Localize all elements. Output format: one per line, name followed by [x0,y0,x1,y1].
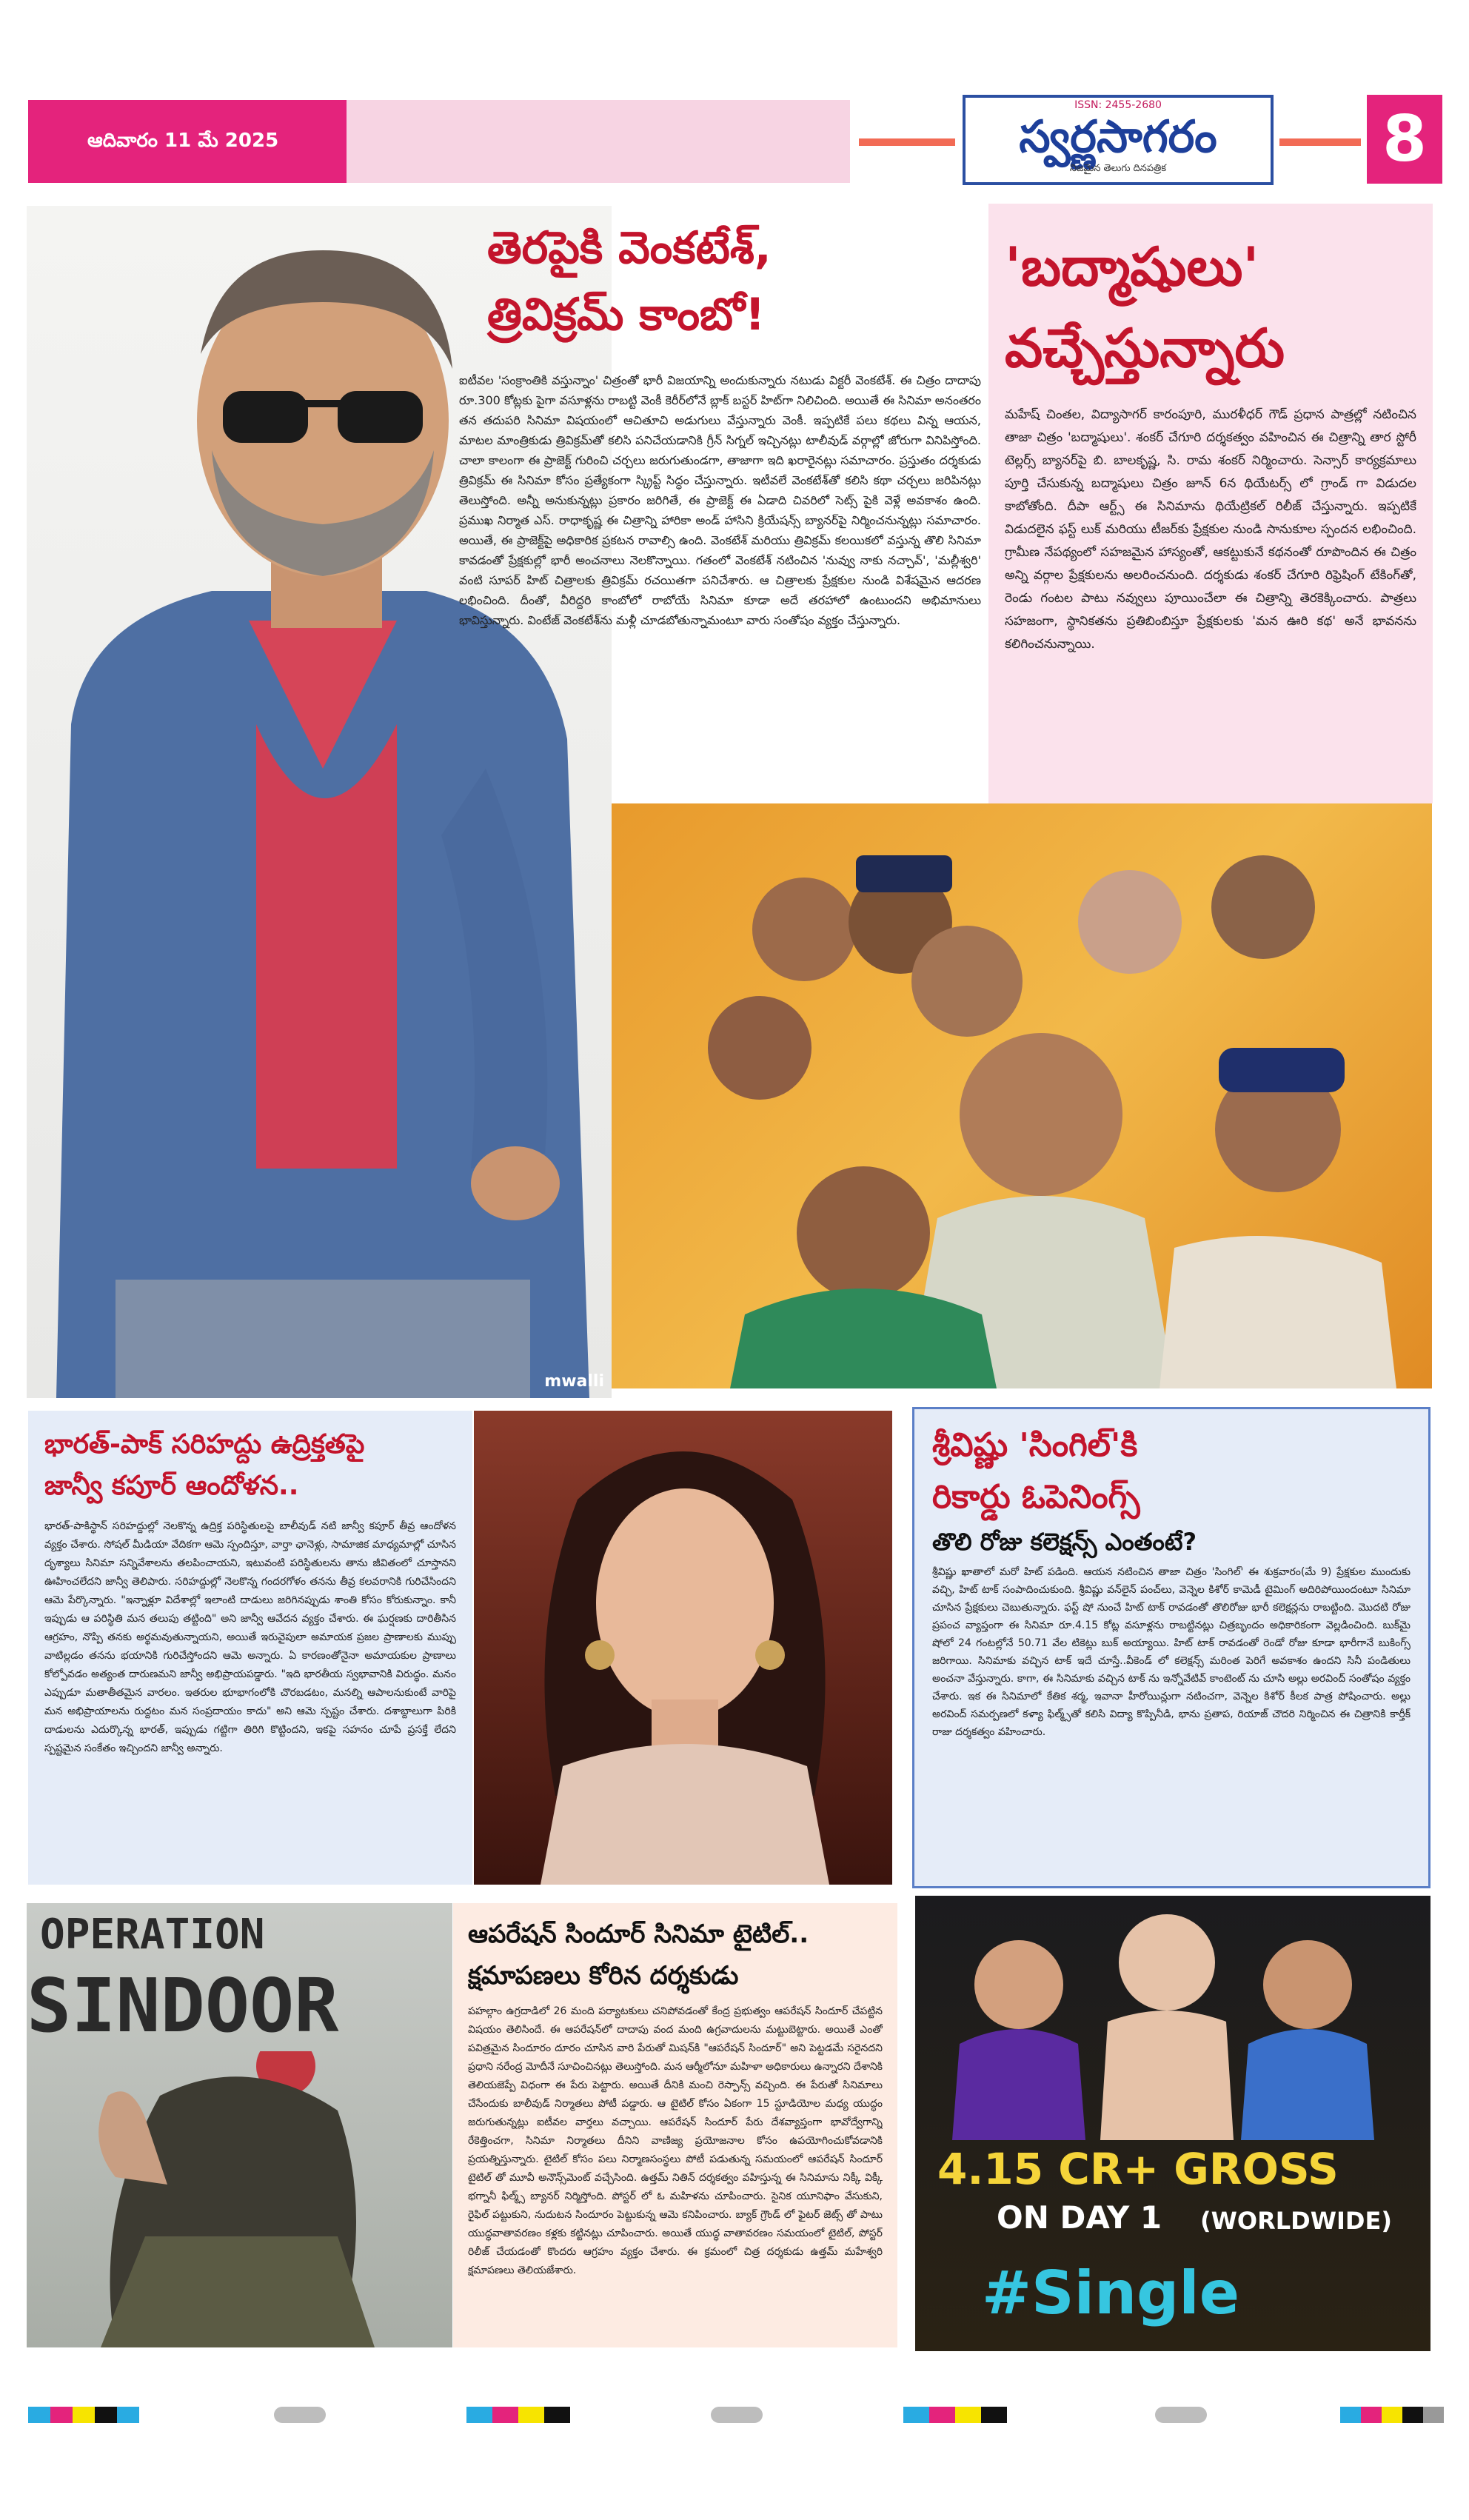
registration-pill-3 [1155,2407,1207,2423]
single-movie-poster [915,1896,1430,2351]
photo-credit: mwalli [544,1372,604,1391]
article3-headline-line2: జాన్వీ కపూర్ ఆందోళన.. [44,1471,299,1501]
article4-subheadline: తొలి రోజు కలెక్షన్స్ ఎంతంటే? [932,1528,1197,1556]
article3-headline-line1: భారత్-పాక్ సరిహద్దు ఉద్రిక్తతపై [44,1429,365,1460]
article5-box [453,1903,897,2347]
article5-body: పహల్గాం ఉగ్రదాడిలో 26 మంది పర్యాటకులు చనిపోవడంతో కేంద్ర ప్రభుత్వం ఆపరేషన్ సిందూర్ చేపట్టిన విషయం తెలిసిందే. ఈ ఆపరేషన్‌లో దాదాపు వంద మంది ఉగ్రవాదులను మట్టుబెట్టారు. అయితే ఎంతో పవిత్రమైన సిందూరం దూరం చూసిన వారి పేరుతో మిషన్‌కి "ఆపరేషన్ సిందూర్" అని పెట్టడమే సరైనదని ప్రధాని నరేంద్ర మోదీనే సూచించినట్లు తెలుస్తోంది. మన ఆర్మీలోనూ మహిళా అధికారులు ఉన్నారని దేశానికి తెలియజెప్పే విధంగా ఈ పేరు పెట్టారు. అయితే దీనికి మంచి రెస్పాన్స్ వచ్చింది. ఈ పేరుతో సినిమాలు చేసేందుకు బాలీవుడ్ నిర్మాతలు పోటీ పడ్డారు. ఆ టైటిల్ కోసం ఏకంగా 15 స్టూడియోల మధ్య యుద్ధం జరుగుతున్నట్లు ఐటీవల వార్తలు వచ్చాయి. ఆపరేషన్ సిందూర్ పేరు దేశవ్యాప్తంగా భావోద్వేగాన్ని రేకెత్తించగా, సినిమా నిర్మాతలు దీనిని వాణిజ్య ప్రయోజనాల కోసం ఉపయోగించుకోవడానికి ప్రయత్నిస్తున్నారు. టైటిల్ కోసం పలు నిర్మాణసంస్థలు పోటీ పడుతున్న సమయంలో ఆపరేషన్ సిందూర్ టైటిల్ తో మూవీ అనౌన్స్‌మెంట్ వచ్చేసింది. ఉత్తమ్ నితిన్ దర్శకత్వం వహిస్తున్న ఈ సినిమాను నిక్కీ విక్కీ భగ్నానీ ఫిల్మ్స్ బ్యానర్ నిర్మిస్తోంది. పోస్టర్ లో ఓ మహిళను చూపించారు. సైనిక యూనిఫాం వేసుకుని, రైఫిల్ పట్టుకుని, నుదుటన సిందూరం పెట్టుకున్న ఆమె కనిపించారు. బ్యాక్ గ్రౌండ్ లో ఫైటర్ జెట్స్ తో పాటు యుద్ధవాతావరణం కళ్లకు కట్టినట్లు చూపించారు. అయితే యుద్ధ వాతావరణం సమయంలో టైటిల్, పోస్టర్ రిలీజ్ చేయడంతో కొందరు ఆగ్రహం వ్యక్తం చేశారు. ఈ క్రమంలో చిత్ర దర్శకుడు ఉత్తమ్ మహేశ్వరి క్షమాపణలు తెలియజేశారు. [468,2005,883,2276]
header-rule-right [1279,138,1361,146]
article4-headline-line1: శ్రీవిష్ణు 'సింగిల్'కి [932,1426,1138,1464]
janhvi-photo [474,1411,892,1885]
article1-headline-line1: తెరపైకి వెంకటేశ్, [487,222,772,274]
color-registration-center [466,2407,570,2423]
poster-day: ON DAY 1 [997,2199,1162,2236]
logo-issn: ISSN: 2455-2680 [1074,99,1162,111]
article4-box [912,1407,1430,1888]
issue-date: ఆదివారం 11 మే 2025 [87,130,279,152]
article1-headline-line2: త్రివిక్రమ్ కాంబో! [487,289,766,341]
logo-tagline: నిజమైన తెలుగు దినపత్రిక [1069,163,1167,174]
article1-body: ఐటీవల 'సంక్రాంతికి వస్తున్నాం' చిత్రంతో భారీ విజయాన్ని అందుకున్నారు నటుడు విక్టరీ వెంకటేశ్. ఈ చిత్రం దాదాపు రూ.300 కోట్లకు పైగా వసూళ్లను రాబట్టి వెంకీ కెరీర్‌లోనే బ్లాక్ బస్టర్ హిట్‌గా నిలిచింది. అయితే ఈ సినిమా అనంతరం తన తదుపరి సినిమా విషయంలో ఆచితూచి అడుగులు వేస్తున్నారు వెంకీ. ఇప్పటికే పలు కథలు విన్న ఆయన, మాటల మాంత్రికుడు త్రివిక్రమ్‌తో కలిసి పనిచేయడానికి గ్రీన్ సిగ్నల్ ఇచ్చినట్లు టాలీవుడ్ వర్గాల్లో జోరుగా వినిపిస్తోంది. చాలా కాలంగా ఈ ప్రాజెక్ట్ గురించి చర్చలు జరుగుతుండగా, తాజాగా ఇది ఖరారైనట్లు సమాచారం. ప్రస్తుతం దర్శకుడు త్రివిక్రమ్ ఈ సినిమా కోసం ప్రత్యేకంగా స్క్రిప్ట్ సిద్ధం చేస్తున్నారు. ఇటీవలే వెంకటేశ్‌తో కలిసి కథా చర్చలు జరిపినట్లు తెలుస్తోంది. అన్నీ అనుకున్నట్లు ప్రకారం జరిగితే, ఈ ప్రాజెక్ట్ ఈ ఏడాది చివరిలో సెట్స్ పైకి వెళ్లే అవకాశం ఉంది. ప్రముఖ నిర్మాత ఎస్. రాధాకృష్ణ ఈ చిత్రాన్ని హారికా అండ్ హాసిని క్రియేషన్స్ బ్యానర్‌పై నిర్మించనున్నట్లు సమాచారం. అయితే, ఈ ప్రాజెక్ట్‌పై అధికారిక ప్రకటన రావాల్సి ఉంది. వెంకటేశ్ మరియు త్రివిక్రమ్ కలయికలో వస్తున్న తొలి సినిమా కావడంతో ప్రేక్షకుల్లో భారీ అంచనాలు నెలకొన్నాయి. గతంలో వెంకటేశ్ నటించిన 'నువ్వు నాకు నచ్చావ్', 'మల్లీశ్వరి' వంటి సూపర్ హిట్ చిత్రాలకు త్రివిక్రమ్ రచయితగా పనిచేశారు. ఆ చిత్రాలకు ప్రేక్షకుల నుండి విశేషమైన ఆదరణ లభించింది. దీంతో, వీరిద్దరి కాంబోలో రాబోయే సినిమా కూడా అదే తరహాలో ఉంటుందని అభిమానులు భావిస్తున్నారు. వింటేజ్ వెంకటేశ్‌ను మళ్లీ చూడబోతున్నామంటూ వారు సంతోషం వ్యక్తం చేస్తున్నారు. [459,373,981,627]
operation-sindoor-poster [27,1903,452,2347]
date-bar-extension [347,100,850,183]
article2-headline-line1: 'బద్మాషులు' [1005,235,1259,298]
article4-headline-line2: రికార్డు ఓపెనింగ్స్ [932,1478,1140,1516]
poster-title: #Single [982,2259,1239,2327]
page-number: 8 [1367,95,1442,184]
article5-headline-line1: ఆపరేషన్ సిందూర్ సినిమా టైటిల్.. [468,1919,809,1949]
registration-pill-1 [274,2407,326,2423]
registration-pill-2 [711,2407,763,2423]
poster-title-line2: SINDOOR [27,1962,339,2049]
color-registration-far-right [1340,2407,1444,2423]
article2-headline-line2: వచ్చేస్తున్నారు [1005,317,1285,379]
article5-headline-line2: క్షమాపణలు కోరిన దర్శకుడు [468,1961,739,1991]
article3-box [28,1411,472,1885]
logo-text: స్వర్ణసాగరం [1019,111,1217,163]
article2-body: మహేష్ చింతల, విద్యాసాగర్ కారంపూరి, మురళీధర్ గౌడ్ ప్రధాన పాత్రల్లో నటించిన తాజా చిత్రం 'బద్మాషులు'. శంకర్ చేగూరి దర్శకత్వం వహించిన ఈ చిత్రాన్ని తార స్టోరీ టెల్లర్స్ బ్యానర్‌పై బి. బాలకృష్ణ, సి. రామ శంకర్ నిర్మించారు. సెన్సార్ కార్యక్రమాలు పూర్తి చేసుకున్న బద్మాషులు చిత్రం జూన్ 6న థియేటర్స్ లో గ్రాండ్ గా విడుదల కాబోతోంది. దీపా ఆర్ట్స్ ఈ సినిమాను థియేట్రికల్ రిలీజ్ చేస్తున్నారు. ఇప్పటికే విడుదలైన ఫస్ట్ లుక్ మరియు టీజర్‌కు ప్రేక్షకుల నుండి సానుకూల స్పందన లభించింది. గ్రామీణ నేపథ్యంలో సహజమైన హాస్యంతో, ఆకట్టుకునే కథనంతో రూపొందిన ఈ చిత్రం అన్ని వర్గాల ప్రేక్షకులను అలరించనుంది. దర్శకుడు శంకర్ చేగూరి రిఫ్రెషింగ్ టేకింగ్‌తో, రెండు గంటల పాటు నవ్వులు పూయించేలా ఈ చిత్రాన్ని తెరకెక్కించారు. పాత్రలు సహజంగా, స్థానికతను ప్రతిబింబిస్తూ ప్రేక్షకులకు 'మన ఊరి కథ' అనే భావనను కలిగించనున్నాయి. [1005,407,1416,652]
article3-body: భారత్-పాకిస్థాన్ సరిహద్దుల్లో నెలకొన్న ఉద్రిక్త పరిస్థితులపై బాలీవుడ్ నటి జాన్వీ కపూర్ తీవ్ర ఆందోళన వ్యక్తం చేశారు. సోషల్ మీడియా వేదికగా ఆమె స్పందిస్తూ, వార్తా ఛానెళ్లు, సామాజిక మాధ్యమాల్లో చూసిన దృశ్యాలు సినిమా సన్నివేశాలను తలపించాయని, ఇటువంటి పరిస్థితులను తాను జీవితంలో చూస్తానని ఊహించలేదని జాన్వీ తెలిపారు. సరిహద్దుల్లో నెలకొన్న గందరగోళం తనను తీవ్ర కలవరానికి గురిచేసిందని ఆమె పేర్కొన్నారు. "ఇన్నాళ్లూ విదేశాల్లో ఇలాంటి దాడులు జరిగినప్పుడు శాంతి కోసం కోరుకున్నాం. కానీ ఇప్పుడు ఆ పరిస్థితి మన తలుపు తట్టింది" అని జాన్వీ ఆవేదన వ్యక్తం చేశారు. ఈ ఘర్షణకు దారితీసిన ఆగ్రహం, నొప్పి తనకు అర్థమవుతున్నాయని, అయితే ఇరువైపులా అమాయక ప్రజల ప్రాణాలకు ముప్పు వాటిల్లడం తనను భయానికి గురిచేస్తోందని ఆమె అన్నారు. ఏ కారణంతోనైనా అమాయకుల ప్రాణాలు కోల్పోవడం అత్యంత దారుణమని జాన్వీ అభిప్రాయపడ్డారు. "ఇది భారతీయ స్వభావానికి విరుద్ధం. మనం ఎప్పుడూ మతాతీతమైన వారలం. ఇతరుల భూభాగంలోకి చొరబడటం, మనల్ని ఆపాలనుకుంటే వారిపై మన అభిప్రాయాలను రుద్దటం మన సంప్రదాయం కాదు" అని ఆమె స్పష్టం చేశారు. దశాబ్దాలుగా పిరికి దాడులను ఎదుర్కొన్న భారత్, ఇప్పుడు గట్టిగా తిరిగి కొట్టిందని, ఇకపై సహనం చూపే ప్రసక్తే లేదని స్పష్టమైన సంకేతం ఇచ్చిందని జాన్వీ అన్నారు. [44,1520,456,1754]
color-registration-right [903,2407,1007,2423]
article4-body: శ్రీవిష్ణు ఖాతాలో మరో హిట్ పడింది. ఆయన నటించిన తాజా చిత్రం 'సింగిల్' ఈ శుక్రవారం(మే 9) ప్రేక్షకుల ముందుకు వచ్చి, హిట్ టాక్ సంపాదించుకుంది. శ్రీవిష్ణు వన్‌లైన్ పంచ్‌లు, వెన్నెల కిశోర్ కామెడీ టైమింగ్ అదిరిపోయిందంటూ సినిమా చూసిన ప్రేక్షకులు చెబుతున్నారు. ఫస్ట్ షో నుంచే హిట్ టాక్ రావడంతో తొలిరోజు భారీ కలెక్షన్లను రాబట్టింది. మొదటి రోజు ప్రపంచ వ్యాప్తంగా ఈ సినిమా రూ.4.15 కోట్ల వసూళ్లను రాబట్టినట్లు చిత్రబృందం అధికారికంగా వెల్లడించింది. బుక్‌మై షోలో 24 గంటల్లోనే 50.71 వేల టికెట్లు బుక్ అయ్యాయి. హిట్ టాక్ రావడంతో రెండో రోజు కూడా భారీగానే బుకింగ్స్ జరిగాయి. సినిమాకు వచ్చిన టాక్ ఇదే చూస్తే..వీకెండ్ లో కలెక్షన్స్ మరింత పెరిగే అవకాశం ఉందని సినీ పండితులు అంచనా వేస్తున్నారు. కాగా, ఈ సినిమాకు వచ్చిన టాక్ ను ఇన్నోవేటివ్ కాంటెంట్ ను చూసి అల్లు అరవింద్ సంతోషం వ్యక్తం చేశారు. ఇక ఈ సినిమాలో కేతిక శర్మ, ఇవానా హీరోయిన్లుగా నటించగా, వెన్నెల కిశోర్ కీలక పాత్ర పోషించారు. అల్లు అరవింద్ సమర్పణలో కళ్యా ఫిల్మ్స్‌తో కలిసి విద్యా కొప్పినీడి, భాను ప్రతాప, రియాజ్ చౌదరి నిర్మించిన ఈ చిత్రానికి కార్తీక్ రాజు దర్శకత్వం వహించారు. [932,1566,1411,1738]
poster-worldwide: (WORLDWIDE) [1200,2207,1392,2235]
poster-gross: 4.15 CR+ GROSS [937,2144,1339,2194]
poster-title-line1: OPERATION [40,1911,265,1959]
date-bar [28,100,347,183]
article2-box [988,204,1433,803]
badmashulu-cast-photo [612,803,1432,1388]
color-registration-left [28,2407,139,2423]
masthead-logo [963,95,1274,185]
article1-headline [487,215,976,363]
header-rule-left [859,138,955,146]
